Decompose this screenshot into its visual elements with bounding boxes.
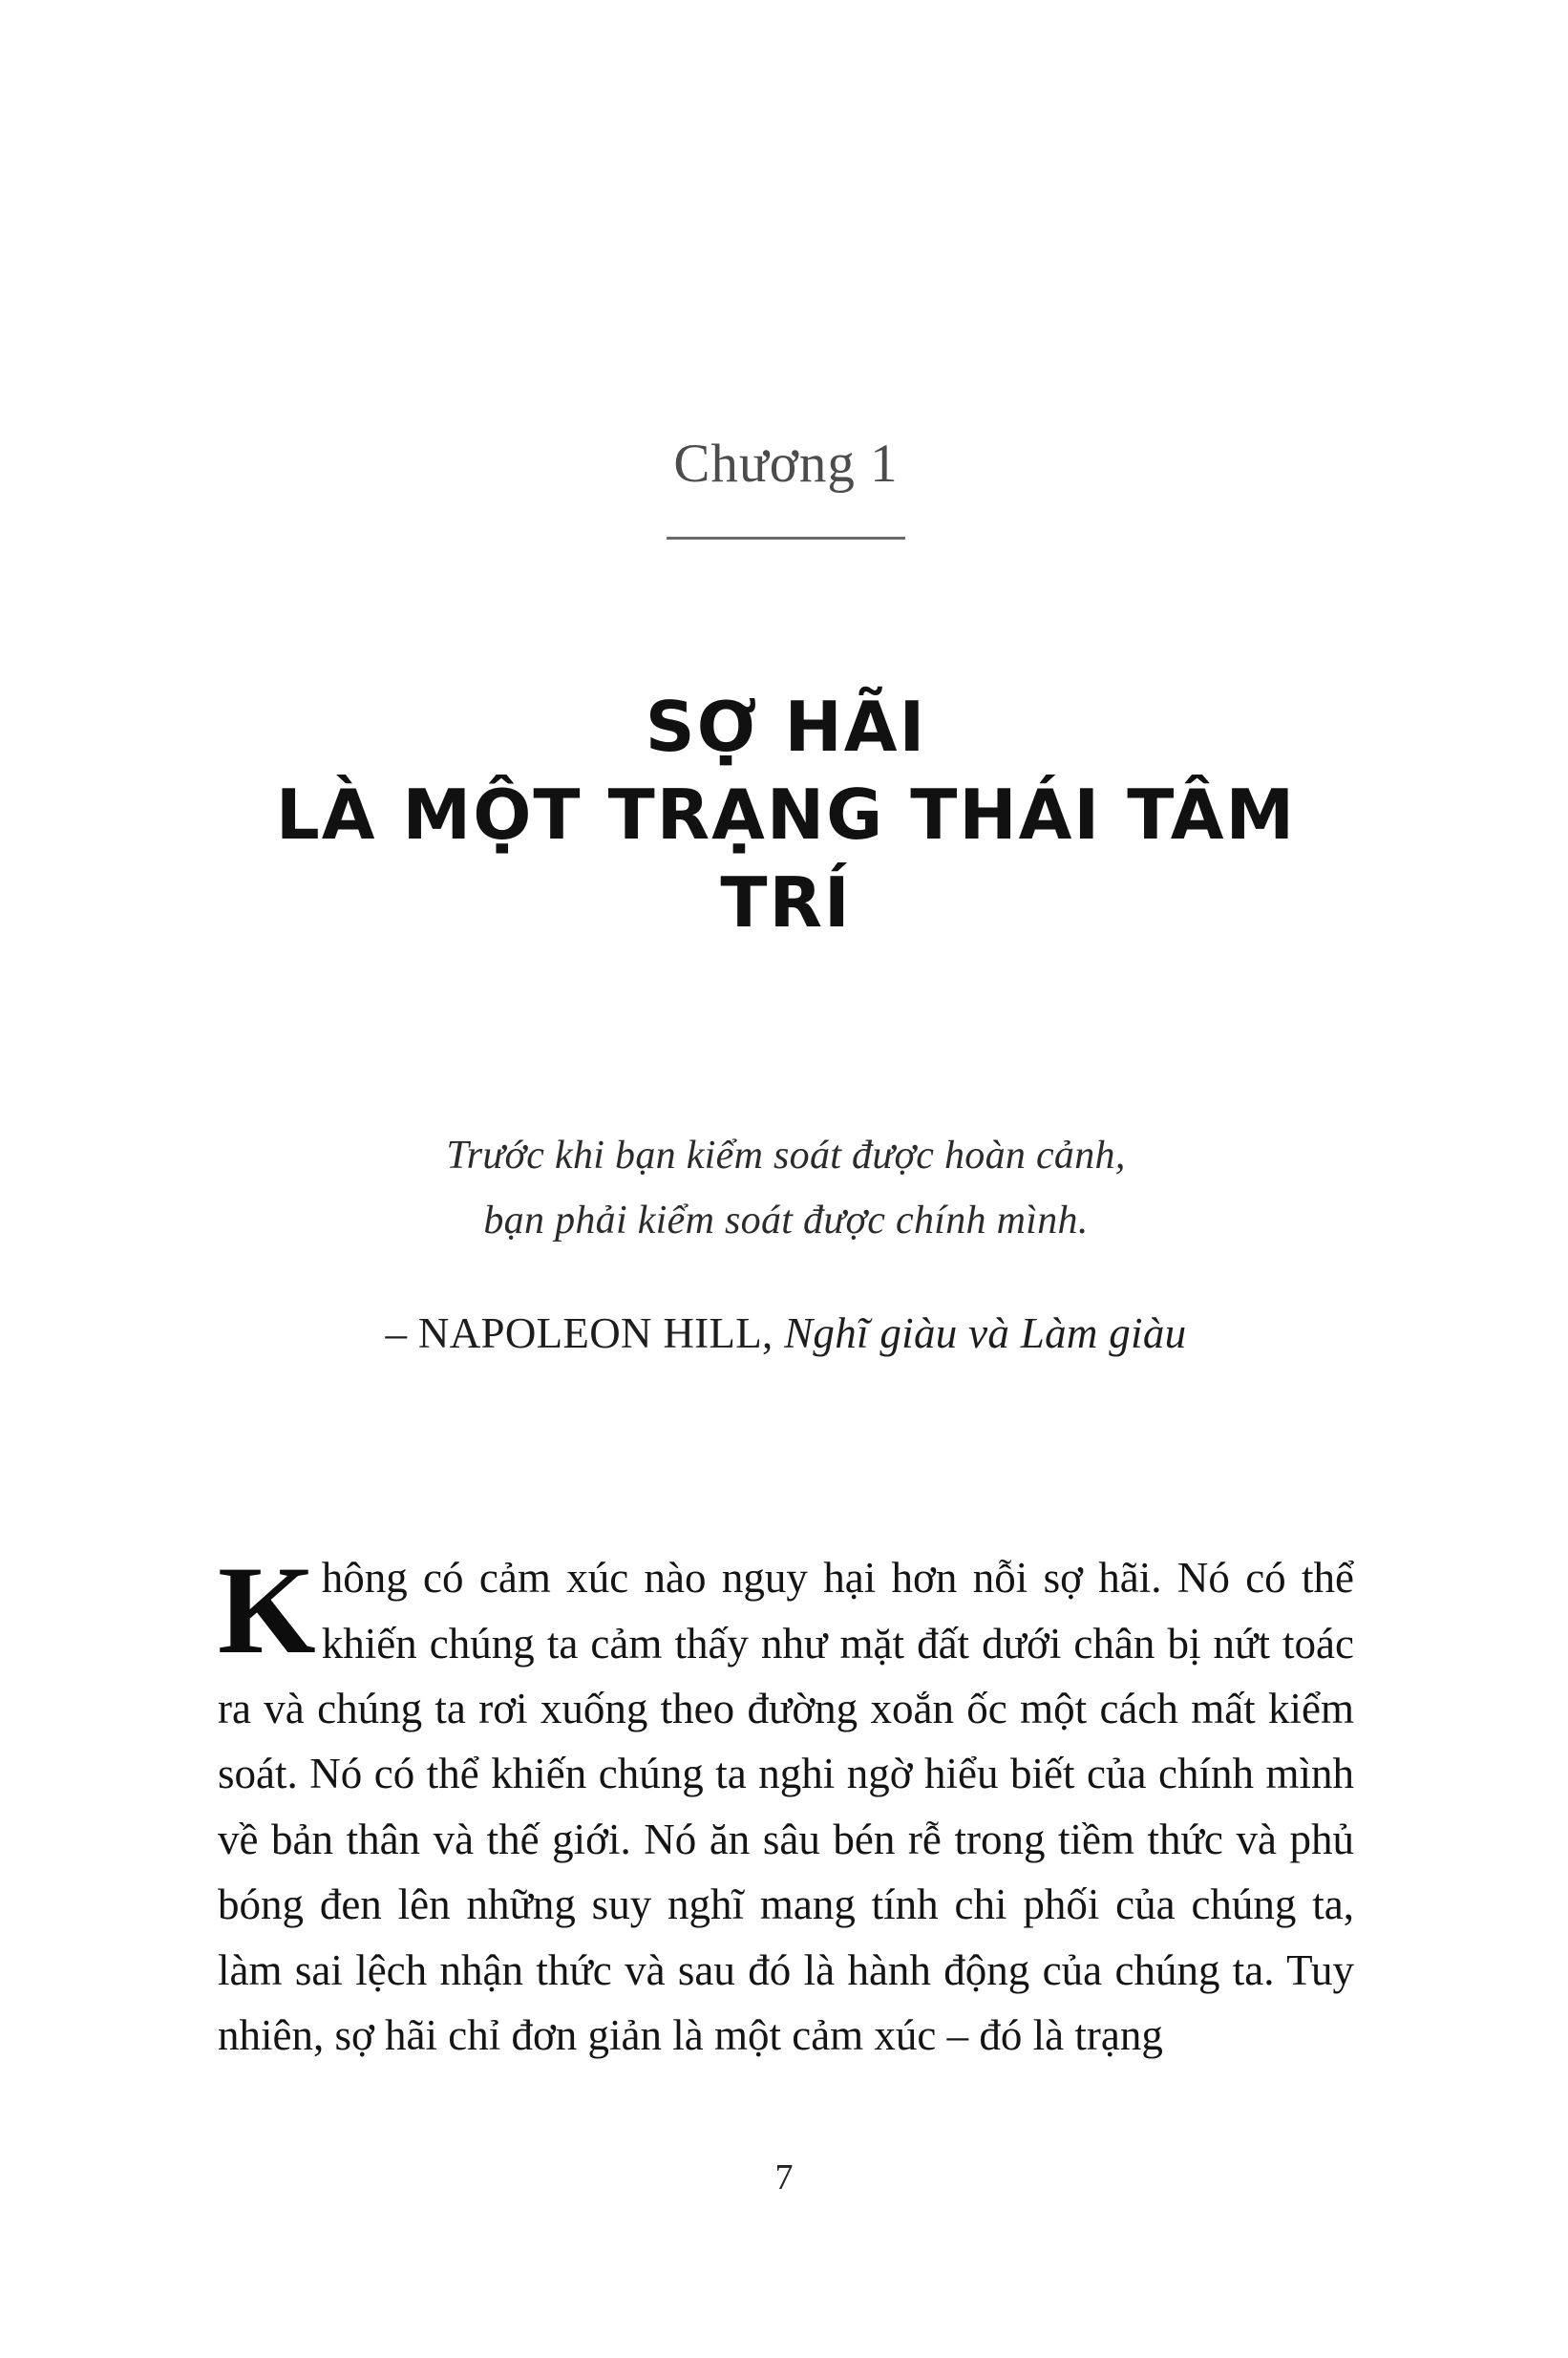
epigraph-line-1: Trước khi bạn kiểm soát được hoàn cảnh, — [446, 1134, 1126, 1179]
body-paragraph-text: hông có cảm xúc nào nguy hại hơn nỗi sợ hãi. Nó có thể khiến chúng ta cảm thấy như mặt đất dưới chân bị nứt toác ra và chúng ta rơi xuống theo đường xoắn ốc một cách mất kiểm soát. Nó có thể khiến chúng ta nghi ngờ hiểu biết của chính mình về bản thân và thế giới. Nó ăn sâu bén rễ trong tiềm thức và phủ bóng đen lên những suy nghĩ mang tính chi phối của chúng ta, làm sai lệch nhận thức và sau đó là hành động của chúng ta. Tuy nhiên, sợ hãi chỉ đơn giản là một cảm xúc – đó là trạng — [218, 1554, 1354, 2059]
epigraph-line-2: bạn phải kiểm soát được chính mình. — [483, 1199, 1089, 1243]
epigraph-attribution — [218, 1308, 1354, 1358]
page-content — [218, 0, 1354, 2111]
chapter-label: Chương 1 — [673, 434, 899, 494]
chapter-title-line-1: SỢ HÃI — [645, 686, 927, 767]
epigraph-block — [218, 1123, 1354, 1358]
chapter-divider-rule — [667, 537, 905, 540]
attribution-author: – NAPOLEON HILL, — [385, 1309, 785, 1358]
drop-cap: K — [218, 1540, 316, 1681]
page-number: 7 — [774, 2157, 794, 2198]
attribution-work-title: Nghĩ giàu và Làm giàu — [784, 1309, 1187, 1358]
chapter-title-line-2: LÀ MỘT TRẠNG THÁI TÂM TRÍ — [275, 774, 1297, 943]
body-paragraph — [218, 1540, 1354, 2068]
chapter-title — [218, 683, 1354, 946]
body-text-block — [218, 1540, 1354, 2068]
